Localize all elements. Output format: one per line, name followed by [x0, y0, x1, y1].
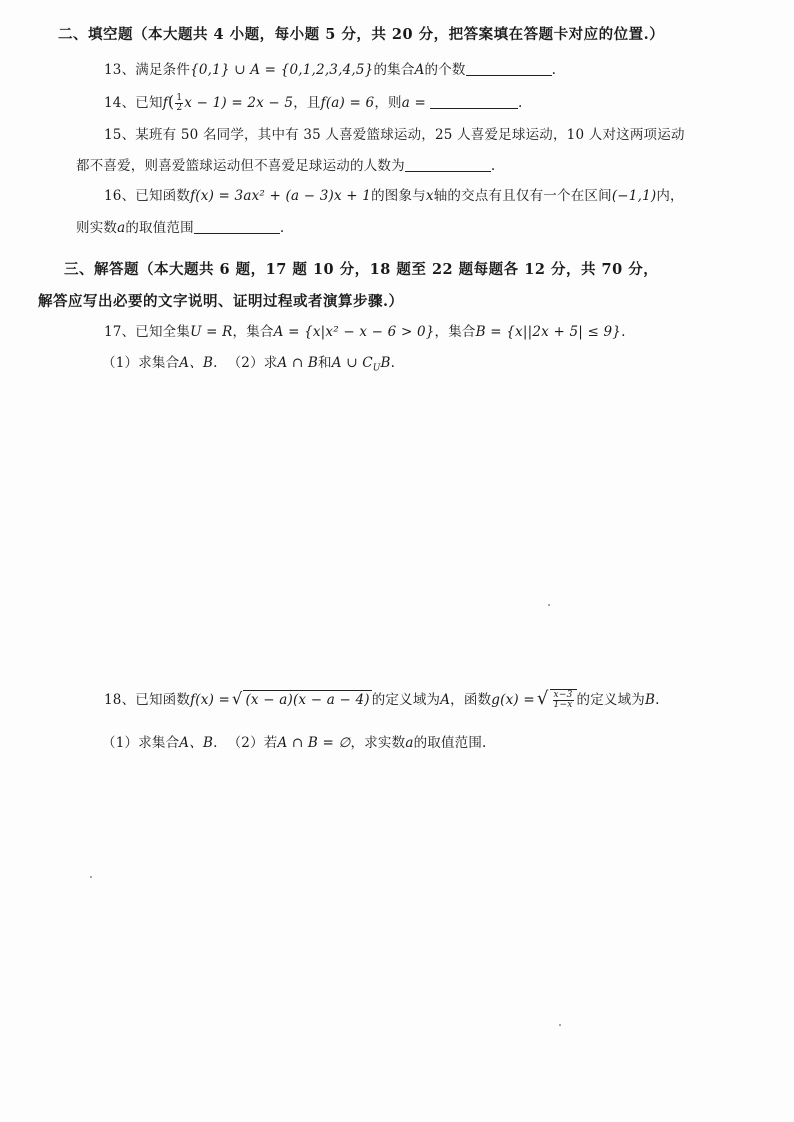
- punctuation: .: [279, 220, 285, 236]
- question-number: 13、: [104, 62, 136, 78]
- subquestion-label: （2）若: [227, 735, 278, 751]
- question-text: 的个数: [424, 62, 466, 78]
- question-17: [104, 323, 626, 341]
- math-expression: A、B: [179, 735, 214, 751]
- question-18: 18、已知函数f(x) = √ (x − a)(x − a − 4) 的定义域为A，函数g(x) = √ $\frac{x-3}{1-x}$ 的定义域为B.: [104, 688, 660, 710]
- math-expression: a =: [401, 95, 426, 111]
- question-text: 的取值范围: [125, 220, 194, 236]
- question-17-subparts: [102, 354, 395, 378]
- math-expression: a: [117, 220, 126, 236]
- punctuation: .: [551, 62, 557, 78]
- scan-speck: [548, 604, 550, 606]
- math-expression: f(x) =: [190, 692, 231, 708]
- question-15-line-1: [104, 126, 685, 144]
- math-expression: g(x) =: [491, 692, 535, 708]
- scan-speck: [559, 1024, 561, 1026]
- math-expression: A、B: [179, 355, 214, 371]
- scan-speck: [90, 876, 92, 878]
- question-text: ，且: [293, 95, 321, 111]
- math-expression: {0,1} ∪ A = {0,1,2,3,4,5}: [190, 62, 374, 78]
- question-text: 的定义域为: [576, 692, 645, 708]
- punctuation: .: [621, 324, 626, 340]
- math-expression: U = R: [190, 324, 233, 340]
- question-18-subparts: [102, 734, 487, 752]
- question-13: [104, 61, 556, 79]
- math-expression: A ∩ B = ∅: [277, 735, 351, 751]
- math-expression: (−1,1): [611, 188, 657, 204]
- section-heading-fill-in: [58, 26, 664, 44]
- question-text: 则实数: [76, 220, 118, 236]
- question-text: ，求实数: [350, 735, 406, 751]
- math-expression: f(x) = 3ax² + (a − 3)x + 1: [190, 188, 372, 204]
- math-expression: f(a) = 6: [320, 95, 375, 111]
- question-text: ，集合: [232, 324, 274, 340]
- math-expression: A: [414, 62, 425, 78]
- answer-blank[interactable]: [430, 94, 518, 109]
- math-expression: A: [440, 692, 451, 708]
- answer-blank[interactable]: [405, 157, 491, 172]
- question-number: 17、: [104, 324, 136, 340]
- section-heading-answer-line-1: [64, 261, 658, 279]
- question-text: 都不喜爱，则喜爱篮球运动但不喜爱足球运动的人数为: [76, 158, 405, 174]
- question-number: 18、: [104, 692, 136, 708]
- subquestion-label: （1）求集合: [102, 355, 180, 371]
- math-expression: A ∪ C: [331, 355, 373, 371]
- question-text: ，集合: [434, 324, 476, 340]
- punctuation: .: [655, 692, 660, 708]
- question-text: 满足条件: [135, 62, 191, 78]
- section-heading-text: 解答应写出必要的文字说明、证明过程或者演算步骤.）: [38, 293, 404, 310]
- question-text: 的取值范围.: [413, 735, 487, 751]
- question-16-line-1: [104, 187, 684, 205]
- question-14: 14、已知f( $\frac{1}{2}$ x − 1) = 2x − 5，且f(a) = 6，则a = .: [104, 92, 523, 113]
- question-text: 的图象与: [371, 188, 426, 204]
- fraction: $\frac{1}{2}$: [176, 93, 183, 113]
- section-heading-text: 三、解答题（本大题共 6 题，17 题 10 分，18 题至 22 题每题各 12 分，共 70 分，: [64, 261, 659, 278]
- question-text: 已知全集: [135, 324, 191, 340]
- subquestion-label: （1）求集合: [102, 735, 180, 751]
- question-text: 的定义域为: [371, 692, 441, 708]
- question-text: ，则: [374, 95, 402, 111]
- punctuation: .: [213, 355, 218, 371]
- question-text: 某班有 50 名同学，其中有 35 人喜爱篮球运动，25 人喜爱足球运动，10 人对这两项运动: [135, 127, 685, 143]
- question-text: 已知函数: [135, 692, 191, 708]
- question-text: 轴的交点有且仅有一个在区间: [433, 188, 612, 204]
- section-heading-answer-line-2: [38, 293, 404, 311]
- question-16-line-2: [76, 219, 284, 237]
- math-expression: x − 1) = 2x − 5: [184, 95, 294, 111]
- subquestion-label: （2）求: [227, 355, 278, 371]
- punctuation: .: [490, 158, 496, 174]
- question-number: 16、: [104, 188, 136, 204]
- fraction: $\frac{x-3}{1-x}$: [553, 690, 573, 710]
- punctuation: .: [213, 735, 218, 751]
- question-number: 15、: [104, 127, 136, 143]
- question-text: 的集合: [373, 62, 415, 78]
- answer-blank[interactable]: [466, 61, 552, 76]
- math-subscript: U: [372, 363, 381, 374]
- section-heading-text: 二、填空题（本大题共 4 小题，每小题 5 分，共 20 分，把答案填在答题卡对应的位置.）: [58, 26, 665, 43]
- question-number: 14、: [104, 95, 136, 111]
- sqrt-expression: (x − a)(x − a − 4): [245, 692, 370, 708]
- question-text: 已知函数: [135, 188, 191, 204]
- math-expression: B: [380, 355, 391, 371]
- question-text: 已知: [135, 95, 163, 111]
- math-expression: B: [645, 692, 656, 708]
- math-expression: A ∩ B: [277, 355, 319, 371]
- question-15-line-2: [76, 157, 495, 175]
- math-expression: x: [425, 188, 434, 204]
- math-expression: B = {x||2x + 5| ≤ 9}: [475, 324, 622, 340]
- question-text: 和: [318, 355, 332, 371]
- math-expression: f: [162, 95, 168, 111]
- answer-blank[interactable]: [194, 219, 280, 234]
- math-expression: A = {x|x² − x − 6 > 0}: [273, 324, 435, 340]
- question-text: 内，: [656, 188, 684, 204]
- punctuation: .: [390, 355, 396, 371]
- punctuation: .: [517, 95, 523, 111]
- math-expression: a: [405, 735, 414, 751]
- question-text: ，函数: [450, 692, 492, 708]
